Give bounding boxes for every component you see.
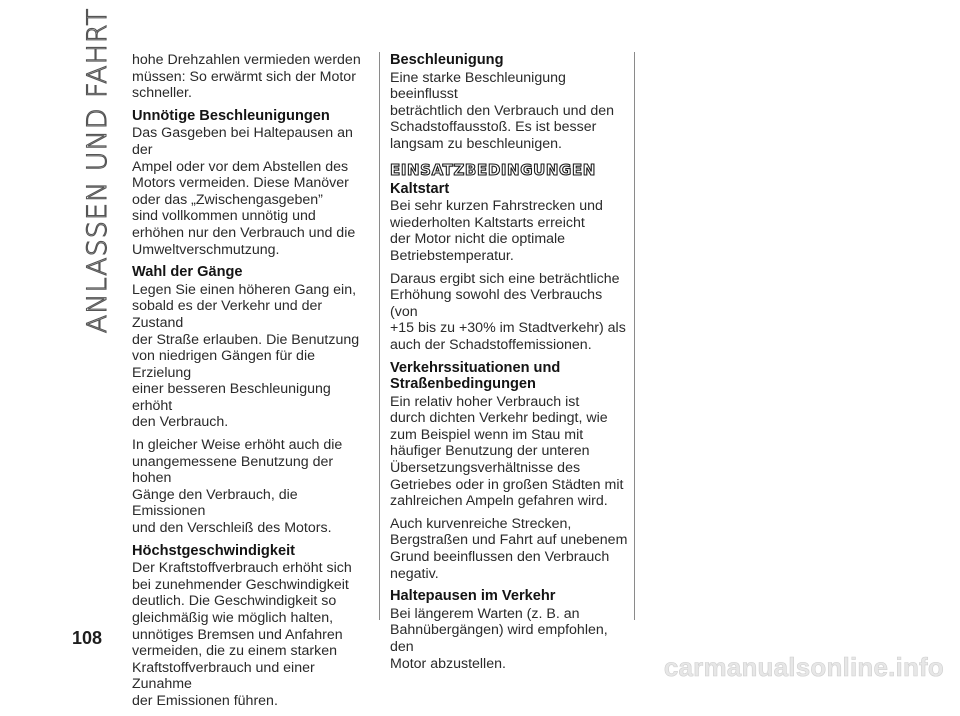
paragraph-kaltstart-1: Bei sehr kurzen Fahrstrecken und wiederholten Kaltstarts erreicht der Motor nicht die optimale Betriebstemperatur. [390,198,603,264]
paragraph-wahl-der-gaenge-2: In gleicher Weise erhöht auch die unangemessene Benutzung der hohen Gänge den Verbrauch, die Emissionen und den Verschleiß des Motors. [132,437,343,537]
chapter-side-title [72,7,124,333]
heading-beschleunigung: Beschleunigung [390,52,504,68]
page-number: 108 [72,628,103,648]
heading-wahl-der-gaenge: Wahl der Gänge [132,264,243,281]
left-column [132,52,370,716]
watermark: carmanualsonline.info [663,652,944,682]
paragraph-wahl-der-gaenge-1: Legen Sie einen höheren Gang ein, sobald es der Verkehr und der Zustand der Straße erlauben. Die Benutzung von niedrigen Gängen für die Erzielung einer besseren Beschleunigung erhöht den Verbrauch. [132,281,360,431]
paragraph-beschleunigung: Eine starke Beschleunigung beeinflusst beträchtlich den Verbrauch und den Schadstoffausstoß. Es ist besser langsam zu beschleunigen. [390,69,615,152]
heading-hoechstgeschwindigkeit: Höchstgeschwindigkeit [132,542,295,559]
paragraph-verkehrssituationen-1: Ein relativ hoher Verbrauch ist durch dichten Verkehr bedingt, wie zum Beispiel wenn im Stau mit häufiger Benutzung der unteren Übersetzungsverhältnisse des Getriebes oder in großen Städten mit zahlreichen Ampeln gefahren wird. [390,393,624,510]
chapter-title-text: ANLASSEN UND FAHRT [82,7,114,333]
heading-kaltstart: Kaltstart [390,180,450,197]
right-margin-divider [634,52,635,620]
paragraph-verkehrssituationen-2: Auch kurvenreiche Strecken, Bergstraßen und Fahrt auf unebenem Grund beeinflussen den Verbrauch negativ. [390,515,628,582]
heading-verkehrssituationen: Verkehrssituationen und Straßenbedingungen [390,359,561,393]
section-title-einsatzbedingungen: EINSATZBEDINGUNGEN [390,160,596,179]
heading-unnoetige-beschleunigungen: Unnötige Beschleunigungen [132,107,330,124]
paragraph-hoechstgeschwindigkeit: Der Kraftstoffverbrauch erhöht sich bei zunehmender Geschwindigkeit deutlich. Die Geschwindigkeit so gleichmäßig wie möglich halten, unnötiges Bremsen und Anfahren vermeiden, die zu einem starken Kraftstoffverbrauch und einer Zunahme der Emissionen führen. [132,560,352,709]
paragraph-kaltstart-2: Daraus ergibt sich eine beträchtliche Erhöhung sowohl des Verbrauchs (von +15 bis zu +30% im Stadtverkehr) als auch der Schadstoffemissionen. [390,270,626,353]
column-divider [379,52,380,620]
paragraph-unnoetige-beschleunigungen: Das Gasgeben bei Haltepausen an der Ampel oder vor dem Abstellen des Motors vermeiden. Diese Manöver oder das „Zwischengasgeben” sind vollkommen unnötig und erhöhen nur den Verbrauch und die Umweltverschmutzung. [132,125,356,258]
intro-paragraph: hohe Drehzahlen vermieden werden müssen: So erwärmt sich der Motor schneller. [132,52,361,102]
paragraph-haltepausen: Bei längerem Warten (z. B. an Bahnübergängen) wird empfohlen, den Motor abzustellen. [390,605,608,672]
right-column [390,52,628,678]
heading-haltepausen: Haltepausen im Verkehr [390,588,556,605]
